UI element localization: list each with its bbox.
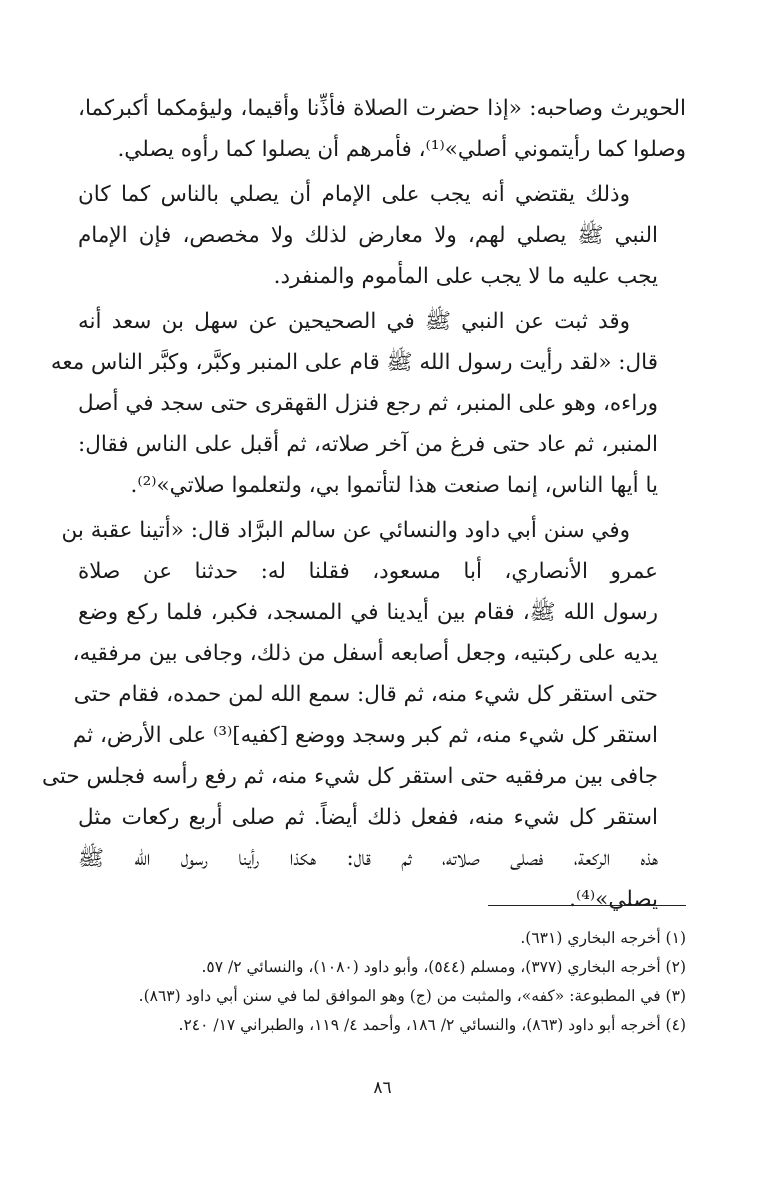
text-line: يديه على ركبتيه، وجعل أصابعه أسفل من ذلك، وجافى بين مرفقيه،: [72, 641, 658, 666]
page-number: ٨٦: [373, 1078, 392, 1098]
text-line: وراءه، وهو على المنبر، ثم رجع فنزل القهقرى حتى سجد في أصل: [78, 391, 658, 416]
paragraph-2: [78, 174, 686, 297]
text-line: وقد ثبت عن النبي ﷺ في الصحيحين عن سهل بن سعد أنه: [78, 309, 630, 334]
footnote-1: (١) أخرجه البخاري (٦٣١).: [520, 929, 686, 947]
text-line: يصلي»⁽⁴⁾.: [569, 887, 658, 912]
footnote-separator: [488, 905, 686, 906]
text-line: عمرو الأنصاري، أبا مسعود، فقلنا له: حدثنا عن صلاة: [78, 559, 658, 584]
text-line: حتى استقر كل شيء منه، ثم قال: سمع الله لمن حمده، فقام حتى: [73, 682, 658, 707]
footnotes: [96, 924, 686, 1040]
footnote-4: (٤) أخرجه أبو داود (٨٦٣)، والنسائي ٢/ ١٨٦، وأحمد ٤/ ١١٩، والطبراني ١٧/ ٢٤٠.: [178, 1016, 686, 1034]
paragraph-3: [50, 301, 686, 506]
paragraph-1: [78, 88, 686, 170]
text-line: النبي ﷺ يصلي لهم، ولا معارض لذلك ولا مخصص، فإن الإمام: [78, 223, 658, 248]
main-text: [41, 88, 686, 924]
text-line: يجب عليه ما لا يجب على المأموم والمنفرد.: [273, 264, 658, 289]
footnote-3: (٣) في المطبوعة: «كفه»، والمثبت من (ج) وهو الموافق لما في سنن أبي داود (٨٦٣).: [138, 987, 686, 1005]
text-line: يا أيها الناس، إنما صنعت هذا لتأتموا بي، ولتعلموا صلاتي»⁽²⁾.: [130, 473, 658, 498]
text-line: استقر كل شيء منه، ففعل ذلك أيضاً. ثم صلى أربع ركعات مثل: [78, 805, 658, 830]
text-line: قال: «لقد رأيت رسول الله ﷺ قام على المنبر وكبَّر، وكبَّر الناس معه: [50, 350, 658, 375]
text-line: الحويرث وصاحبه: «إذا حضرت الصلاة فأذِّنا وأقيما، وليؤمكما أكبركما،: [78, 96, 686, 121]
text-line: رسول الله ﷺ، فقام بين أيدينا في المسجد، فكبر، فلما ركع وضع: [78, 600, 658, 625]
text-line: وفي سنن أبي داود والنسائي عن سالم البرَّاد قال: «أتينا عقبة بن: [61, 518, 630, 543]
paragraph-4: [41, 510, 686, 920]
text-line: وصلوا كما رأيتموني أصلي»⁽¹⁾، فأمرهم أن يصلوا كما رأوه يصلي.: [117, 137, 686, 162]
text-line: وذلك يقتضي أنه يجب على الإمام أن يصلي بالناس كما كان: [78, 182, 630, 207]
text-line: استقر كل شيء منه، ثم كبر وسجد ووضع [كفيه]⁽³⁾ على الأرض، ثم: [72, 723, 658, 748]
text-line: هذه الركعة، فصلى صلاته، ثم قال: هكذا رأينا رسول الله ﷺ: [78, 846, 658, 871]
text-line: جافى بين مرفقيه حتى استقر كل شيء منه، ثم رفع رأسه فجلس حتى: [41, 764, 658, 789]
text-line: المنبر، ثم عاد حتى فرغ من آخر صلاته، ثم أقبل على الناس فقال:: [78, 432, 658, 457]
footnote-2: (٢) أخرجه البخاري (٣٧٧)، ومسلم (٥٤٤)، وأبو داود (١٠٨٠)، والنسائي ٢/ ٥٧.: [201, 958, 686, 976]
